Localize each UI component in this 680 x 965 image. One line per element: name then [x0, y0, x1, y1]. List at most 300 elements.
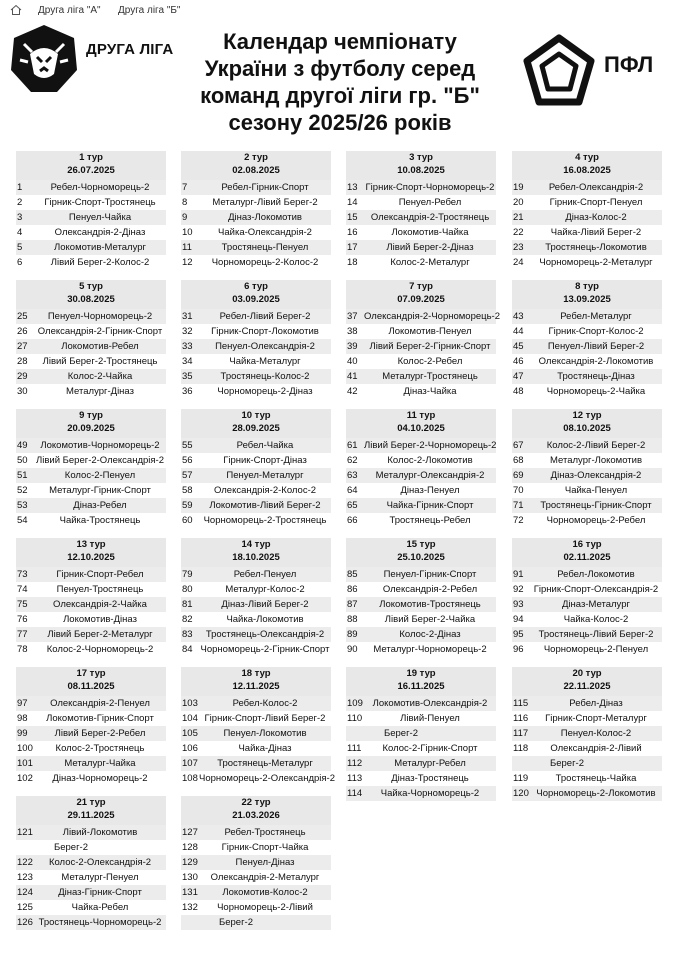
- match-row: [181, 642, 331, 657]
- match-row: [346, 771, 496, 786]
- round-block: [512, 667, 662, 801]
- match-row: [512, 582, 662, 597]
- match-row: [181, 696, 331, 711]
- match-number: 6: [17, 257, 23, 268]
- match-row: [16, 438, 166, 453]
- match-teams: Колос-2-Олександрія-2: [48, 857, 152, 868]
- match-row: [181, 771, 335, 786]
- match-row: [512, 786, 662, 801]
- match-teams: Гірник-Спорт-Чайка: [221, 842, 309, 853]
- match-teams: Дiназ-Локомотив: [228, 212, 302, 223]
- match-teams: Колос-2-Ребел: [397, 356, 463, 367]
- match-teams: Ребел-Олександрія-2: [548, 182, 644, 193]
- match-number: 33: [182, 341, 193, 352]
- match-number: 100: [17, 743, 33, 754]
- match-teams: Локомотив-Ребел: [61, 341, 139, 352]
- match-row: [512, 483, 662, 498]
- match-row: [181, 711, 331, 726]
- match-number: 90: [347, 644, 358, 655]
- match-teams: Гірник-Спорт-Чорноморець-2: [365, 182, 495, 193]
- match-teams: Чайка-Олександрія-2: [218, 227, 312, 238]
- match-teams: Дiназ-Гірник-Спорт: [58, 887, 142, 898]
- round-label: 1 тур: [79, 152, 103, 163]
- match-number: 53: [17, 500, 28, 511]
- round-matches: [181, 309, 331, 399]
- match-row: [16, 627, 166, 642]
- match-row: [16, 696, 166, 711]
- match-teams: Ребел-Пенуел: [233, 569, 297, 580]
- match-row: [346, 354, 496, 369]
- match-teams: Чорноморець-2-Металург: [539, 257, 653, 268]
- match-teams: Пенуел-Ребел: [398, 197, 462, 208]
- round-date: 07.09.2025: [397, 293, 445, 305]
- match-number: 75: [17, 599, 28, 610]
- match-row: [16, 870, 166, 885]
- match-row: [181, 384, 331, 399]
- match-number: 11: [182, 242, 192, 253]
- match-number: 92: [513, 584, 524, 595]
- match-number: 10: [182, 227, 193, 238]
- match-number: 1: [17, 182, 23, 193]
- round-date: 21.03.2026: [232, 809, 280, 821]
- round-matches: [512, 438, 662, 528]
- match-number: 97: [17, 698, 28, 709]
- round-date: 02.11.2025: [563, 551, 611, 563]
- match-teams: Металург-Чайка: [64, 758, 136, 769]
- match-row-continuation: [181, 915, 331, 930]
- match-number: 94: [513, 614, 524, 625]
- round-matches: [181, 180, 331, 270]
- match-teams: Чорноморець-2-Ребел: [546, 515, 646, 526]
- match-teams: Металург-Лівий Берег-2: [212, 197, 318, 208]
- match-teams: Ребел-Дiназ: [569, 698, 623, 709]
- round-block: [16, 538, 166, 657]
- match-teams: Гірник-Спорт-Металург: [545, 713, 647, 724]
- round-matches: [512, 567, 662, 657]
- match-number: 120: [513, 788, 529, 799]
- second-league-logo-text: ДРУГА ЛІГА: [86, 41, 174, 58]
- match-teams: Тростянець-Пенуел: [221, 242, 309, 253]
- match-row: [181, 513, 331, 528]
- match-row: [16, 771, 166, 786]
- match-teams: Металург-Чорноморець-2: [373, 644, 487, 655]
- match-teams: Пенуел-Тростянець: [56, 584, 144, 595]
- match-teams: Гірник-Спорт-Локомотив: [211, 326, 319, 337]
- match-number: 21: [513, 212, 524, 223]
- match-teams: Дiназ-Ребел: [73, 500, 127, 511]
- round-block: [181, 409, 331, 528]
- match-teams: Металург-Ребел: [394, 758, 466, 769]
- match-teams: Чайка-Лівий Берег-2: [550, 227, 642, 238]
- match-teams: Пенуел-Чорноморець-2: [47, 311, 153, 322]
- round-date: 16.08.2025: [563, 164, 611, 176]
- match-row: [512, 696, 662, 711]
- match-row: [16, 225, 166, 240]
- match-teams: Металург-Гірник-Спорт: [49, 485, 151, 496]
- round-matches: [16, 438, 166, 528]
- match-number: 12: [182, 257, 193, 268]
- round-label: 14 тур: [241, 539, 271, 550]
- round-matches: [181, 696, 335, 786]
- match-number: 80: [182, 584, 193, 595]
- match-number: 106: [182, 743, 198, 754]
- round-label: 16 тур: [572, 539, 602, 550]
- match-teams: Чорноморець-2-Чайка: [546, 386, 646, 397]
- match-number: 89: [347, 629, 358, 640]
- match-row: [346, 384, 496, 399]
- round-label: 17 тур: [76, 668, 106, 679]
- match-teams: Пенуел-Олександрія-2: [215, 341, 315, 352]
- match-number: 20: [513, 197, 524, 208]
- match-teams: Тростянець-Чорноморець-2: [38, 917, 162, 928]
- round-block: [181, 667, 335, 786]
- round-header: [181, 280, 331, 309]
- match-number: 27: [17, 341, 28, 352]
- match-row: [181, 453, 331, 468]
- match-teams: Колос-2-Металург: [390, 257, 470, 268]
- match-teams: Чайка-Дiназ: [238, 743, 292, 754]
- round-label: 11 тур: [406, 410, 436, 421]
- match-number: 84: [182, 644, 193, 655]
- match-row: [181, 354, 331, 369]
- match-number: 126: [17, 917, 33, 928]
- match-row: [16, 324, 166, 339]
- match-teams: Локомотив-Чорноморець-2: [40, 440, 160, 451]
- match-number: 121: [17, 827, 33, 838]
- match-number: 98: [17, 713, 28, 724]
- round-matches: [512, 180, 662, 270]
- round-date: 12.11.2025: [232, 680, 280, 692]
- match-number: 37: [347, 311, 358, 322]
- round-date: 22.11.2025: [563, 680, 611, 692]
- round-header: [181, 796, 331, 825]
- match-teams: Чорноморець-2-Тростянець: [203, 515, 327, 526]
- match-teams: Лівий Берег-2-Ребел: [54, 728, 146, 739]
- round-header: [16, 151, 166, 180]
- match-row: [16, 726, 166, 741]
- match-number: 117: [513, 728, 529, 739]
- round-header: [181, 409, 331, 438]
- round-label: 6 тур: [244, 281, 268, 292]
- round-date: 26.07.2025: [67, 164, 115, 176]
- match-row: [16, 498, 166, 513]
- match-teams: Олександрія-2-Колос-2: [213, 485, 317, 496]
- match-number: 3: [17, 212, 23, 223]
- match-teams: Тростянець-Ребел: [389, 515, 471, 526]
- round-header: [16, 796, 166, 825]
- match-number: 34: [182, 356, 193, 367]
- match-number: 96: [513, 644, 524, 655]
- match-teams: Тростянець-Металург: [217, 758, 313, 769]
- match-row: [16, 369, 166, 384]
- match-teams: Олександрія-2-Чайка: [53, 599, 147, 610]
- round-date: 03.09.2025: [232, 293, 280, 305]
- match-number: 91: [513, 569, 524, 580]
- match-number: 31: [182, 311, 193, 322]
- match-row: [16, 756, 166, 771]
- match-number: 5: [17, 242, 23, 253]
- match-row: [16, 825, 166, 840]
- match-teams: Ребел-Лівий Берег-2: [219, 311, 311, 322]
- round-label: 12 тур: [572, 410, 602, 421]
- match-row: [512, 240, 662, 255]
- round-date: 13.09.2025: [563, 293, 611, 305]
- round-header: [512, 151, 662, 180]
- match-number: 41: [347, 371, 358, 382]
- match-row: [512, 468, 662, 483]
- match-number: 66: [347, 515, 358, 526]
- match-row: [16, 339, 166, 354]
- second-league-logo-icon: [10, 24, 78, 94]
- match-number: 111: [347, 743, 362, 754]
- match-row: [512, 453, 662, 468]
- round-block: [16, 796, 166, 930]
- match-teams: Чайка-Чорноморець-2: [380, 788, 480, 799]
- round-date: 04.10.2025: [397, 422, 445, 434]
- match-row: [346, 180, 496, 195]
- match-teams: Дiназ-Колос-2: [565, 212, 627, 223]
- match-number: 82: [182, 614, 193, 625]
- match-row: [181, 339, 331, 354]
- match-number: 19: [513, 182, 524, 193]
- home-icon[interactable]: [10, 4, 22, 16]
- match-row: [512, 354, 662, 369]
- match-number: 56: [182, 455, 193, 466]
- match-row: [512, 225, 662, 240]
- match-row: [181, 309, 331, 324]
- match-row: [346, 498, 496, 513]
- match-row: [346, 483, 496, 498]
- match-row: [346, 324, 496, 339]
- match-number: 132: [182, 902, 198, 913]
- match-number: 8: [182, 197, 188, 208]
- match-number: 118: [513, 743, 529, 754]
- match-row: [181, 438, 331, 453]
- match-number: 55: [182, 440, 193, 451]
- round-matches: [346, 309, 500, 399]
- match-row: [346, 612, 496, 627]
- match-teams: Пенуел-Колос-2: [560, 728, 632, 739]
- match-number: 54: [17, 515, 28, 526]
- round-matches: [16, 180, 166, 270]
- match-teams: Локомотив-Лівий Берег-2: [209, 500, 321, 511]
- match-number: 128: [182, 842, 198, 853]
- match-row: [512, 210, 662, 225]
- tab-league-b[interactable]: Друга ліга "Б": [118, 5, 181, 16]
- match-teams: Колос-2-Тростянець: [55, 743, 145, 754]
- match-number: 123: [17, 872, 33, 883]
- match-number: 119: [513, 773, 529, 784]
- match-number: 4: [17, 227, 23, 238]
- match-row: [16, 255, 166, 270]
- match-teams: Металург-Тростянець: [382, 371, 478, 382]
- match-row: [16, 384, 166, 399]
- match-row: [512, 741, 662, 756]
- match-row: [512, 597, 662, 612]
- match-teams: Олександрія-2-Тростянець: [370, 212, 490, 223]
- match-row: [181, 840, 331, 855]
- match-row: [16, 741, 166, 756]
- match-row: [16, 468, 166, 483]
- match-number: 45: [513, 341, 524, 352]
- round-header: [16, 409, 166, 438]
- match-teams: Лівий-Локомотив: [62, 827, 138, 838]
- match-number: 64: [347, 485, 358, 496]
- match-number: 32: [182, 326, 193, 337]
- round-header: [181, 538, 331, 567]
- match-number: 85: [347, 569, 358, 580]
- round-matches: [16, 567, 166, 657]
- match-number: 39: [347, 341, 358, 352]
- match-teams: Ребел-Тростянець: [224, 827, 306, 838]
- match-teams: Локомотив-Гірник-Спорт: [46, 713, 154, 724]
- match-number: 83: [182, 629, 193, 640]
- match-row: [512, 612, 662, 627]
- match-number: 35: [182, 371, 193, 382]
- match-row: [181, 597, 331, 612]
- match-row: [16, 483, 166, 498]
- match-number: 99: [17, 728, 28, 739]
- round-block: [346, 151, 496, 270]
- match-teams: Чорноморець-2-Колос-2: [211, 257, 319, 268]
- match-teams: Гірник-Спорт-Олександрія-2: [533, 584, 659, 595]
- match-row: [181, 468, 331, 483]
- round-header: [512, 409, 662, 438]
- match-teams: Пенуел-Дiназ: [235, 857, 295, 868]
- match-number: 104: [182, 713, 198, 724]
- tab-bar: [0, 0, 680, 22]
- match-number: 44: [513, 326, 524, 337]
- match-row: [346, 225, 496, 240]
- match-number: 62: [347, 455, 358, 466]
- match-number: 113: [347, 773, 363, 784]
- match-teams: Лівий Берег-2-Чорноморець-2: [364, 440, 497, 451]
- match-row: [181, 225, 331, 240]
- match-row: [181, 756, 331, 771]
- match-row: [512, 384, 662, 399]
- match-teams: Дiназ-Лівий Берег-2: [221, 599, 309, 610]
- match-number: 25: [17, 311, 28, 322]
- match-number: 18: [347, 257, 358, 268]
- match-teams: Колос-2-Чайка: [67, 371, 133, 382]
- round-date: 30.08.2025: [67, 293, 115, 305]
- match-number: 74: [17, 584, 28, 595]
- match-teams-continuation: Берег-2: [219, 917, 253, 928]
- match-row: [512, 369, 662, 384]
- match-row: [346, 210, 496, 225]
- match-teams: Чайка-Локомотив: [226, 614, 304, 625]
- match-row: [346, 642, 496, 657]
- round-matches: [346, 438, 496, 528]
- match-teams: Пенуел-Лівий Берег-2: [547, 341, 645, 352]
- match-number: 51: [17, 470, 28, 481]
- match-number: 78: [17, 644, 28, 655]
- round-block: [512, 538, 662, 657]
- match-teams: Чорноморець-2-Олександрія-2: [199, 773, 335, 784]
- round-block: [346, 280, 500, 399]
- match-row: [346, 438, 496, 453]
- match-number: 9: [182, 212, 188, 223]
- round-block: [16, 280, 166, 399]
- match-row: [16, 900, 166, 915]
- round-label: 20 тур: [572, 668, 602, 679]
- match-number: 86: [347, 584, 358, 595]
- round-header: [16, 280, 166, 309]
- match-number: 40: [347, 356, 358, 367]
- match-teams: Ребел-Гірник-Спорт: [221, 182, 309, 193]
- match-number: 59: [182, 500, 193, 511]
- match-number: 71: [513, 500, 524, 511]
- match-teams: Металург-Локомотив: [550, 455, 642, 466]
- match-number: 63: [347, 470, 358, 481]
- round-date: 28.09.2025: [232, 422, 280, 434]
- match-number: 109: [347, 698, 363, 709]
- round-header: [512, 667, 662, 696]
- round-header: [181, 151, 331, 180]
- round-label: 5 тур: [79, 281, 103, 292]
- round-label: 10 тур: [241, 410, 271, 421]
- match-teams: Лівий Берег-2-Чайка: [384, 614, 476, 625]
- match-number: 61: [347, 440, 358, 451]
- match-teams: Тростянець-Локомотив: [545, 242, 647, 253]
- match-teams: Колос-2-Чорноморець-2: [46, 644, 154, 655]
- match-row: [346, 567, 496, 582]
- match-number: 14: [347, 197, 358, 208]
- match-teams: Олександрія-2-Металург: [210, 872, 320, 883]
- match-teams: Олександрія-2-Лівий: [550, 743, 642, 754]
- round-matches: [181, 438, 331, 528]
- match-row: [16, 642, 166, 657]
- match-row: [181, 195, 331, 210]
- match-row: [181, 825, 331, 840]
- match-row: [346, 627, 496, 642]
- match-row: [512, 627, 662, 642]
- match-row: [181, 612, 331, 627]
- match-row: [181, 324, 331, 339]
- match-row: [346, 195, 496, 210]
- match-teams: Чорноморець-2-Лівий: [217, 902, 313, 913]
- match-row-continuation: [346, 726, 496, 741]
- match-number: 131: [182, 887, 198, 898]
- match-row: [181, 885, 331, 900]
- round-matches: [346, 696, 496, 801]
- tab-league-a[interactable]: Друга ліга "А": [38, 5, 101, 16]
- match-teams: Гірник-Спорт-Дiназ: [223, 455, 307, 466]
- round-label: 18 тур: [241, 668, 271, 679]
- match-row: [512, 438, 662, 453]
- round-block: [181, 538, 331, 657]
- round-header: [16, 538, 166, 567]
- match-teams: Пенуел-Металург: [226, 470, 304, 481]
- match-teams: Локомотив-Олександрія-2: [372, 698, 488, 709]
- match-teams: Дiназ-Пенуел: [400, 485, 460, 496]
- match-row: [512, 726, 662, 741]
- round-header: [512, 280, 662, 309]
- round-label: 2 тур: [244, 152, 268, 163]
- match-row: [346, 741, 496, 756]
- match-teams: Лівий Берег-2-Тростянець: [42, 356, 158, 367]
- pfl-logo-text: ПФЛ: [604, 52, 654, 77]
- match-number: 115: [513, 698, 529, 709]
- match-teams: Металург-Дiназ: [66, 386, 134, 397]
- match-row: [512, 180, 662, 195]
- match-row: [346, 513, 496, 528]
- round-label: 15 тур: [406, 539, 436, 550]
- match-teams: Тростянець-Лівий Берег-2: [538, 629, 654, 640]
- match-teams: Локомотив-Колос-2: [222, 887, 308, 898]
- match-teams: Дiназ-Чайка: [403, 386, 457, 397]
- round-label: 8 тур: [575, 281, 599, 292]
